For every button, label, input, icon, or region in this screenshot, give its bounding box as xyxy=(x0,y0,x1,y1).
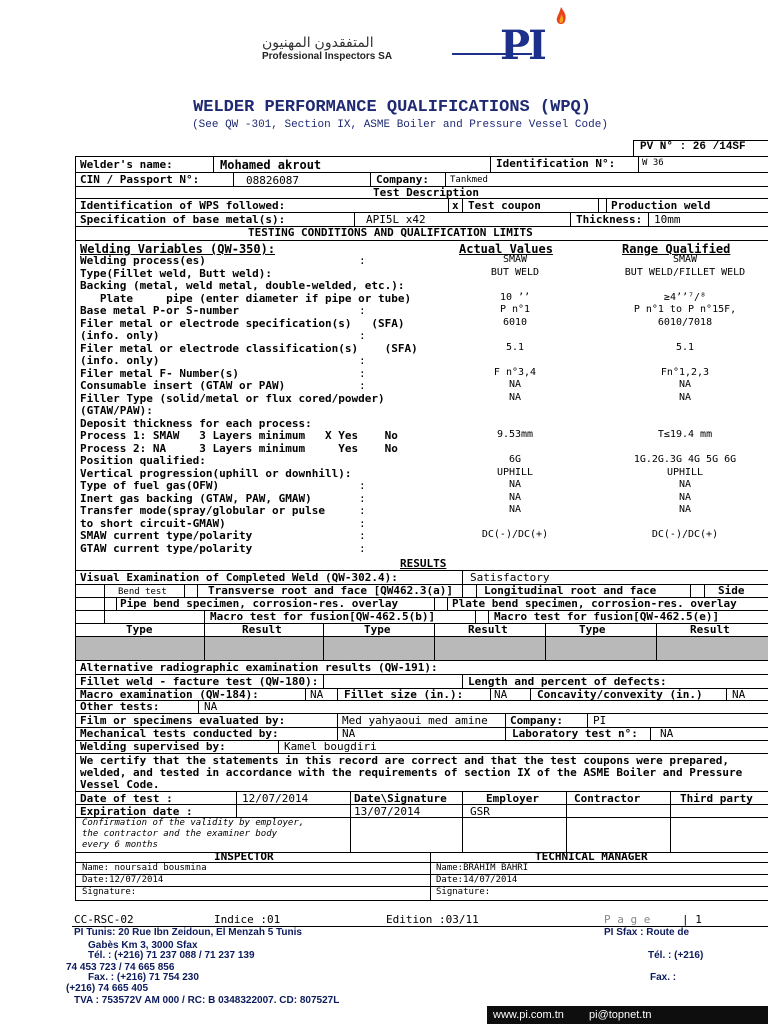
rule xyxy=(490,688,491,700)
page-title: WELDER PERFORMANCE QUALIFICATIONS (WPQ) xyxy=(193,98,591,117)
certification-line-3: Vessel Code. xyxy=(80,778,160,791)
testing-row-range[interactable]: NA xyxy=(678,479,692,490)
testing-row-range[interactable]: DC(-)/DC(+) xyxy=(651,529,719,540)
production-weld-label: Production weld xyxy=(611,199,711,212)
rule xyxy=(462,791,463,852)
testing-row-actual[interactable]: NA xyxy=(508,379,522,390)
mechanical-value[interactable]: NA xyxy=(342,727,356,740)
testing-row-colon: : xyxy=(359,354,366,367)
testing-row-label: Filer metal or electrode specification(s) (SFA) xyxy=(80,317,405,330)
macro-exam-value[interactable]: NA xyxy=(310,688,324,701)
testing-row-label: to short circuit-GMAW) xyxy=(80,517,226,530)
testing-row-label: Vertical progression(uphill or downhill): xyxy=(80,467,352,480)
rule xyxy=(75,874,768,875)
testing-row-range[interactable]: T≤19.4 mm xyxy=(657,429,713,440)
test-coupon-checkbox[interactable]: x xyxy=(452,199,459,212)
supervised-label: Welding supervised by: xyxy=(80,740,226,753)
address-sfax: PI Sfax : Route de xyxy=(604,927,690,938)
testing-row-range[interactable]: 6010/7018 xyxy=(657,317,713,328)
rule xyxy=(475,610,476,623)
cin-label: CIN / Passport N°: xyxy=(80,173,200,186)
page-label: P a g e xyxy=(604,913,651,926)
technical-manager-heading: TECHNICAL MANAGER xyxy=(535,850,648,863)
results-heading: RESULTS xyxy=(400,557,447,570)
rule xyxy=(204,610,205,623)
rule xyxy=(690,584,691,597)
concavity-label: Concavity/convexity (in.) xyxy=(537,688,703,701)
rule xyxy=(337,688,338,700)
testing-row-label: Filler Type (solid/metal or flux cored/powder) xyxy=(80,392,385,405)
testing-row-range[interactable]: Fn°1,2,3 xyxy=(660,367,710,378)
tel-sfax-2: 74 453 723 / 74 665 856 xyxy=(66,962,175,973)
film-company-label: Company: xyxy=(510,714,563,727)
company-arabic-name: المتفقدون المهنيون xyxy=(262,34,374,50)
rule xyxy=(566,791,567,852)
bend-test-label: Bend test xyxy=(118,587,167,597)
testing-row-actual[interactable]: 6G xyxy=(508,454,522,465)
concavity-value[interactable]: NA xyxy=(732,688,746,701)
testing-row-colon: : xyxy=(359,367,366,380)
lab-test-label: Laboratory test n°: xyxy=(512,727,638,740)
base-metal-value[interactable]: API5L x42 xyxy=(366,213,426,226)
date-signature-header: Date\Signature xyxy=(354,792,447,805)
actual-values-header: Actual Values xyxy=(459,242,553,256)
company-logo: PI xyxy=(500,22,545,69)
testing-row-range[interactable]: NA xyxy=(678,504,692,515)
testing-row-actual[interactable]: 6010 xyxy=(502,317,528,328)
inspector-name[interactable]: Name: noursaid bousmina xyxy=(82,863,207,873)
rule xyxy=(337,713,338,727)
rule xyxy=(354,212,355,226)
rule xyxy=(184,584,185,597)
tel-sfax: Tél. : (+216) xyxy=(648,950,704,961)
testing-row-label: Inert gas backing (GTAW, PAW, GMAW) xyxy=(80,492,312,505)
col-result-1: Result xyxy=(242,623,282,636)
testing-row-range[interactable]: P n°1 to P n°15F, xyxy=(633,304,737,315)
address-sfax-2: Gabès Km 3, 3000 Sfax xyxy=(88,940,198,951)
macro-e-label: Macro test for fusion[QW-462.5(e)] xyxy=(494,610,720,623)
base-metal-label: Specification of base metal(s): xyxy=(80,213,286,226)
length-defects-label: Length and percent of defects: xyxy=(468,675,667,688)
testing-row-range[interactable]: ≥4’’⁷/⁸ xyxy=(663,292,707,303)
inspector-signature[interactable]: Signature: xyxy=(82,887,137,897)
company-name: Professional Inspectors SA xyxy=(262,51,393,62)
testing-row-label: Type of fuel gas(OFW) xyxy=(80,479,220,492)
expiration-value[interactable]: 13/07/2014 xyxy=(354,805,421,818)
date-test-value[interactable]: 12/07/2014 xyxy=(242,792,309,805)
testing-row-label: (info. only) xyxy=(80,354,160,367)
rule xyxy=(726,688,727,700)
rule xyxy=(75,156,768,157)
third-party-header: Third party xyxy=(680,792,753,805)
lab-test-value[interactable]: NA xyxy=(660,727,674,740)
company-value[interactable]: Tankmed xyxy=(450,175,488,185)
rule xyxy=(633,140,634,156)
testing-row-label: (GTAW/PAW): xyxy=(80,404,153,417)
rule xyxy=(490,156,491,172)
testing-row-label: GTAW current type/polarity xyxy=(80,542,253,555)
testing-row-actual[interactable]: 5.1 xyxy=(505,342,525,353)
col-type-2: Type xyxy=(364,623,391,636)
testing-row-actual[interactable]: 10 ’’ xyxy=(499,292,531,303)
testing-row-colon: : xyxy=(359,492,366,505)
col-result-3: Result xyxy=(690,623,730,636)
pipe-bend-label: Pipe bend specimen, corrosion-res. overlay xyxy=(120,597,399,610)
range-qualified-header: Range Qualified xyxy=(622,242,731,256)
test-description-heading: Test Description xyxy=(373,186,479,199)
rule xyxy=(75,156,76,901)
rule xyxy=(587,713,588,727)
pv-number: PV N° : 26 /14SF xyxy=(640,141,746,153)
testing-row-colon: : xyxy=(359,479,366,492)
manager-name[interactable]: Name:BRAHIM BAHRI xyxy=(436,863,529,873)
identification-value[interactable]: W 36 xyxy=(642,158,664,168)
fax-sfax-2: (+216) 74 665 405 xyxy=(66,983,149,994)
manager-date[interactable]: Date:14/07/2014 xyxy=(436,875,518,885)
rule xyxy=(448,198,449,212)
employer-header: Employer xyxy=(486,792,539,805)
testing-row-colon: : xyxy=(359,542,366,555)
rule xyxy=(598,198,599,212)
results-grid-fill xyxy=(76,637,768,660)
testing-row-actual[interactable]: P n°1 xyxy=(499,304,531,315)
testing-row-range[interactable]: NA xyxy=(678,392,692,403)
testing-row-actual[interactable]: NA xyxy=(508,504,522,515)
testing-row-colon: : xyxy=(359,304,366,317)
inspector-heading: INSPECTOR xyxy=(214,850,274,863)
film-value[interactable]: Med yahyaoui med amine xyxy=(342,714,488,727)
plate-bend-label: Plate bend specimen, corrosion-res. overlay xyxy=(452,597,737,610)
testing-row-actual[interactable]: NA xyxy=(508,492,522,503)
transverse-label: Transverse root and face [QW462.3(a)] xyxy=(208,584,454,597)
wps-label: Identification of WPS followed: xyxy=(80,199,286,212)
certification-line-2: welded, and tested in accordance with the requirements of section IX of the ASME Boiler and Pressure xyxy=(80,766,743,779)
testing-row-label: (info. only) xyxy=(80,329,160,342)
testing-row-actual[interactable]: NA xyxy=(508,479,522,490)
testing-row-range[interactable]: UPHILL xyxy=(666,467,704,478)
welder-name-label: Welder's name: xyxy=(80,158,173,171)
testing-row-range[interactable]: NA xyxy=(678,379,692,390)
rule xyxy=(430,852,431,901)
email-link[interactable]: pi@topnet.tn xyxy=(589,1009,652,1021)
visual-exam-value[interactable]: Satisfactory xyxy=(470,571,550,584)
rule xyxy=(104,584,105,624)
rule xyxy=(213,156,214,172)
rule xyxy=(545,623,546,660)
other-tests-label: Other tests: xyxy=(80,700,160,713)
rule xyxy=(116,597,117,610)
page-number: | 1 xyxy=(682,913,702,926)
testing-row-actual[interactable]: DC(-)/DC(+) xyxy=(481,529,549,540)
col-result-2: Result xyxy=(468,623,508,636)
employer-value[interactable]: GSR xyxy=(470,805,490,818)
test-coupon-label: Test coupon xyxy=(468,199,541,212)
macro-exam-label: Macro examination (QW-184): xyxy=(80,688,259,701)
testing-row-label: Consumable insert (GTAW or PAW) xyxy=(80,379,286,392)
rule xyxy=(75,886,768,887)
film-label: Film or specimens evaluated by: xyxy=(80,714,286,727)
rule xyxy=(505,713,506,727)
identification-label: Identification N°: xyxy=(496,157,616,170)
rule xyxy=(670,791,671,852)
rule xyxy=(648,212,649,226)
rule xyxy=(447,597,448,610)
fillet-size-label: Fillet size (in.): xyxy=(344,688,464,701)
address-tunis: PI Tunis: 20 Rue Ibn Zeidoun, El Menzah 5 Tunis xyxy=(74,927,302,938)
film-company-value[interactable]: PI xyxy=(593,714,607,727)
col-type-3: Type xyxy=(579,623,606,636)
testing-row-label: Transfer mode(spray/globular or pulse xyxy=(80,504,326,517)
rule xyxy=(370,172,371,186)
testing-row-range[interactable]: 1G.2G.3G 4G 5G 6G xyxy=(633,454,737,465)
testing-row-label: Position qualified: xyxy=(80,454,206,467)
rule xyxy=(462,198,463,212)
date-test-label: Date of test : xyxy=(80,792,173,805)
testing-row-colon: : xyxy=(359,379,366,392)
rule xyxy=(233,172,234,186)
rule xyxy=(570,212,571,226)
testing-row-range[interactable]: NA xyxy=(678,492,692,503)
rule xyxy=(278,740,279,753)
testing-row-label: Welding process(es) xyxy=(80,254,206,267)
testing-row-colon: : xyxy=(359,529,366,542)
rule xyxy=(198,700,199,713)
tax-info: TVA : 753572V AM 000 / RC: B 0348322007. CD: 807527L xyxy=(74,995,340,1006)
rule xyxy=(638,156,639,172)
longitudinal-label: Longitudinal root and face xyxy=(484,584,657,597)
expiration-label: Expiration date : xyxy=(80,805,193,818)
tel-tunis: Tél. : (+216) 71 237 088 / 71 237 139 xyxy=(88,950,255,961)
rule xyxy=(633,140,768,141)
rule xyxy=(204,623,205,660)
testing-heading: TESTING CONDITIONS AND QUALIFICATION LIMITS xyxy=(248,226,533,239)
validity-note-2: the contractor and the examiner body xyxy=(82,829,278,839)
testing-row-label: Filer metal or electrode classification(s) (SFA) xyxy=(80,342,418,355)
rule xyxy=(337,727,338,740)
contractor-header: Contractor xyxy=(574,792,641,805)
testing-row-label: Process 1: SMAW 3 Layers minimum X Yes No xyxy=(80,429,398,442)
rule xyxy=(650,727,651,740)
thickness-label: Thickness: xyxy=(576,213,643,226)
certification-line-1: We certify that the statements in this record are correct and that the test coupons were prepared, xyxy=(80,754,730,767)
col-type-1: Type xyxy=(126,623,153,636)
rule xyxy=(445,172,446,186)
rule xyxy=(530,688,531,700)
rule xyxy=(75,852,768,853)
testing-row-label: Backing (metal, weld metal, double-welded, etc.): xyxy=(80,279,405,292)
company-label: Company: xyxy=(376,173,429,186)
thickness-value[interactable]: 10mm xyxy=(654,213,681,226)
rule xyxy=(197,584,198,597)
welder-name-value[interactable]: Mohamed akrout xyxy=(220,158,322,172)
flame-icon xyxy=(554,6,568,32)
testing-row-colon: : xyxy=(359,504,366,517)
rule xyxy=(462,584,463,597)
rule xyxy=(350,791,351,852)
testing-row-label: SMAW current type/polarity xyxy=(80,529,253,542)
edition: Edition :03/11 xyxy=(386,913,479,926)
rule xyxy=(434,623,435,660)
rule xyxy=(323,674,324,688)
testing-row-colon: : xyxy=(359,517,366,530)
testing-row-actual[interactable]: F n°3,4 xyxy=(493,367,537,378)
testing-row-actual[interactable]: NA xyxy=(508,392,522,403)
testing-row-label: Plate pipe (enter diameter if pipe or tube) xyxy=(80,292,412,305)
rule xyxy=(434,597,435,610)
testing-row-actual[interactable]: BUT WELD xyxy=(490,267,540,278)
fillet-weld-label: Fillet weld - facture test (QW-180): xyxy=(80,675,319,688)
rule xyxy=(488,610,489,623)
rule xyxy=(305,688,306,700)
rule xyxy=(704,584,705,597)
testing-row-label: Filer metal F- Number(s) xyxy=(80,367,239,380)
testing-row-actual[interactable]: SMAW xyxy=(502,254,528,265)
variables-header: Welding Variables (QW-350): xyxy=(80,242,276,256)
website-link[interactable]: www.pi.com.tn xyxy=(493,1009,564,1021)
rule xyxy=(323,623,324,660)
rule xyxy=(236,791,237,817)
visual-exam-label: Visual Examination of Completed Weld (QW-302.4): xyxy=(80,571,398,584)
testing-row-colon: : xyxy=(359,254,366,267)
testing-row-range[interactable]: SMAW xyxy=(672,254,698,265)
rule xyxy=(75,240,768,241)
cin-value[interactable]: 08826087 xyxy=(246,174,299,187)
rule xyxy=(656,623,657,660)
fax-tunis: Fax. : (+216) 71 754 230 xyxy=(88,972,199,983)
other-tests-value[interactable]: NA xyxy=(204,700,218,713)
testing-row-colon: : xyxy=(359,329,366,342)
doc-code: CC-RSC-02 xyxy=(74,913,134,926)
manager-signature[interactable]: Signature: xyxy=(436,887,491,897)
testing-row-label: Type(Fillet weld, Butt weld): xyxy=(80,267,273,280)
side-label: Side xyxy=(718,584,745,597)
validity-note-1: Confirmation of the validity by employer, xyxy=(82,818,305,828)
supervised-value[interactable]: Kamel bougdiri xyxy=(284,740,377,753)
testing-row-range[interactable]: BUT WELD/FILLET WELD xyxy=(624,267,746,278)
testing-row-label: Process 2: NA 3 Layers minimum Yes No xyxy=(80,442,398,455)
rule xyxy=(462,674,463,688)
radiographic-label: Alternative radiographic examination results (QW-191): xyxy=(80,661,438,674)
fillet-size-value[interactable]: NA xyxy=(494,688,508,701)
macro-b-label: Macro test for fusion[QW-462.5(b)] xyxy=(210,610,436,623)
rule xyxy=(75,623,768,624)
fax-sfax: Fax. : xyxy=(650,972,677,983)
validity-note-3: every 6 months xyxy=(82,840,158,850)
rule xyxy=(75,900,768,901)
mechanical-label: Mechanical tests conducted by: xyxy=(80,727,279,740)
rule xyxy=(462,570,463,584)
rule xyxy=(505,727,506,740)
testing-row-actual[interactable]: UPHILL xyxy=(496,467,534,478)
indice: Indice :01 xyxy=(214,913,281,926)
testing-row-actual[interactable]: 9.53mm xyxy=(496,429,534,440)
inspector-date[interactable]: Date:12/07/2014 xyxy=(82,875,164,885)
rule xyxy=(606,198,607,212)
page-subtitle: (See QW -301, Section IX, ASME Boiler and Pressure Vessel Code) xyxy=(192,119,608,131)
testing-row-range[interactable]: 5.1 xyxy=(675,342,695,353)
testing-row-label: Deposit thickness for each process: xyxy=(80,417,312,430)
contact-bar xyxy=(487,1006,768,1024)
rule xyxy=(476,584,477,597)
testing-row-label: Base metal P-or S-number xyxy=(80,304,239,317)
